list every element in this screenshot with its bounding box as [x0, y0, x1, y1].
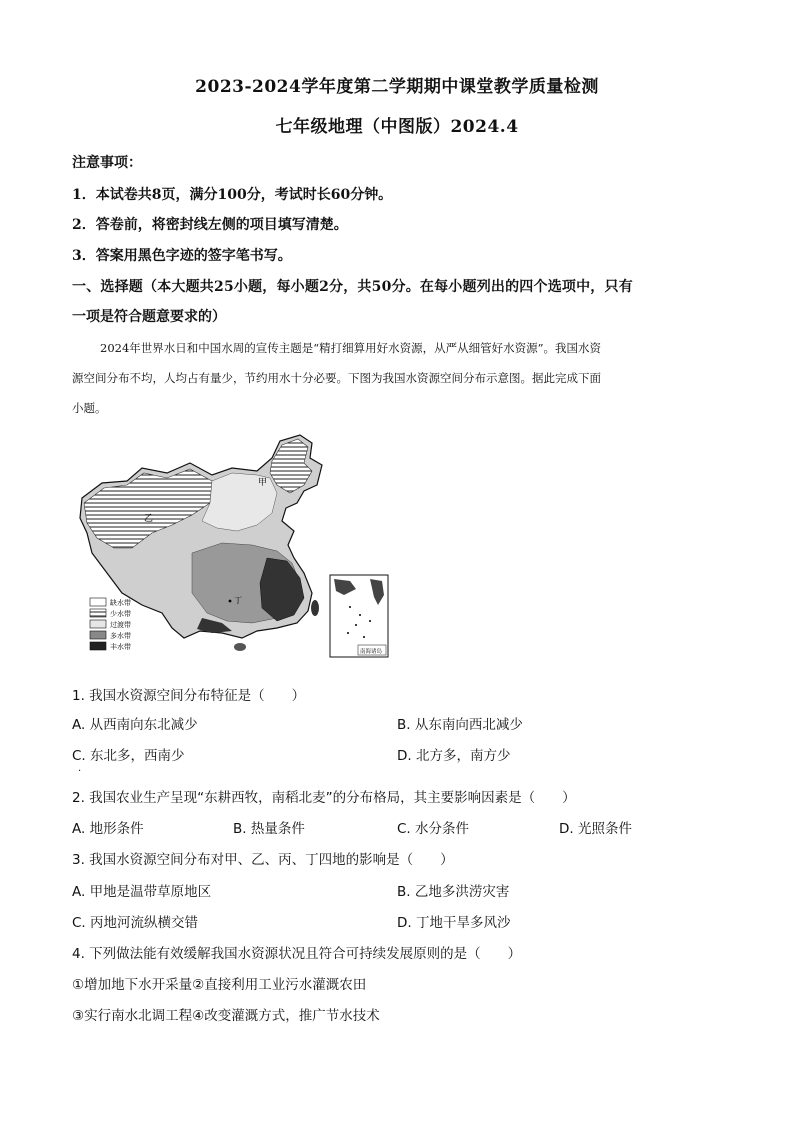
- material-line-2: 源空间分布不均，人均占有量少，节约用水十分必要。下图为我国水资源空间分布示意图。据此完成下面: [72, 371, 601, 385]
- exam-subtitle: 七年级地理（中图版）2024.4: [275, 117, 519, 137]
- question-3-option-d[interactable]: D. 丁地干旱多风沙: [397, 915, 511, 931]
- notice-heading: 注意事项：: [72, 155, 142, 171]
- question-4-stem: 4. 下列做法能有效缓解我国水资源状况且符合可持续发展原则的是（ ）: [72, 946, 522, 962]
- question-2-option-b[interactable]: B. 热量条件: [233, 821, 305, 837]
- map-label-jia: 甲: [258, 478, 268, 488]
- question-2-stem: 2. 我国农业生产呈现“东耕西牧，南稻北麦”的分布格局，其主要影响因素是（ ）: [72, 790, 576, 806]
- question-3-stem: 3. 我国水资源空间分布对甲、乙、丙、丁四地的影响是（ ）: [72, 852, 454, 868]
- legend-label-1: 缺水带: [110, 599, 131, 607]
- question-2-option-a[interactable]: A. 地形条件: [72, 821, 144, 837]
- map-legend: [90, 598, 131, 651]
- question-2-option-c[interactable]: C. 水分条件: [397, 821, 470, 837]
- water-resource-map: [72, 433, 392, 663]
- question-1-option-b[interactable]: B. 从东南向西北减少: [397, 717, 523, 733]
- question-1-option-c[interactable]: C. 东北多，西南少: [72, 748, 185, 764]
- question-3-option-a[interactable]: A. 甲地是温带草原地区: [72, 884, 212, 900]
- inset-label: 南海诸岛: [360, 649, 383, 655]
- exam-title: 2023-2024学年度第二学期期中课堂教学质量检测: [195, 77, 599, 97]
- legend-label-2: 少水带: [110, 610, 131, 618]
- question-4-statement-1: ①增加地下水开采量②直接利用工业污水灌溉农田: [72, 977, 367, 993]
- question-3-option-b[interactable]: B. 乙地多洪涝灾害: [397, 884, 510, 900]
- question-2-option-d[interactable]: D. 光照条件: [559, 821, 632, 837]
- map-label-ding: 丁: [234, 596, 242, 605]
- south-china-sea-inset: [330, 575, 388, 657]
- legend-label-5: 丰水带: [110, 643, 131, 651]
- section1-heading-cont: 一项是符合题意要求的）: [72, 309, 226, 325]
- notice-item-2: 2．答卷前，将密封线左侧的项目填写清楚。: [72, 217, 348, 233]
- question-1-option-a[interactable]: A. 从西南向东北减少: [72, 717, 198, 733]
- material-line-3: 小题。: [72, 401, 107, 415]
- stray-mark: ·: [78, 766, 82, 777]
- notice-item-1: 1．本试卷共8页，满分100分，考试时长60分钟。: [72, 187, 393, 203]
- material-line-1: 2024年世界水日和中国水周的宣传主题是“精打细算用好水资源，从严从细管好水资源”。我国水资: [100, 341, 602, 355]
- section1-heading: 一、选择题（本大题共25小题，每小题2分，共50分。在每小题列出的四个选项中，只有: [72, 279, 633, 295]
- notice-item-3: 3．答案用黑色字迹的签字笔书写。: [72, 248, 292, 264]
- map-label-yi: 乙: [144, 514, 154, 524]
- legend-label-4: 多水带: [110, 632, 131, 640]
- question-4-statement-2: ③实行南水北调工程④改变灌溉方式，推广节水技术: [72, 1008, 380, 1024]
- legend-label-3: 过渡带: [110, 621, 131, 629]
- question-1-stem: 1. 我国水资源空间分布特征是（ ）: [72, 688, 306, 704]
- question-1-option-d[interactable]: D. 北方多，南方少: [397, 748, 511, 764]
- question-3-option-c[interactable]: C. 丙地河流纵横交错: [72, 915, 199, 931]
